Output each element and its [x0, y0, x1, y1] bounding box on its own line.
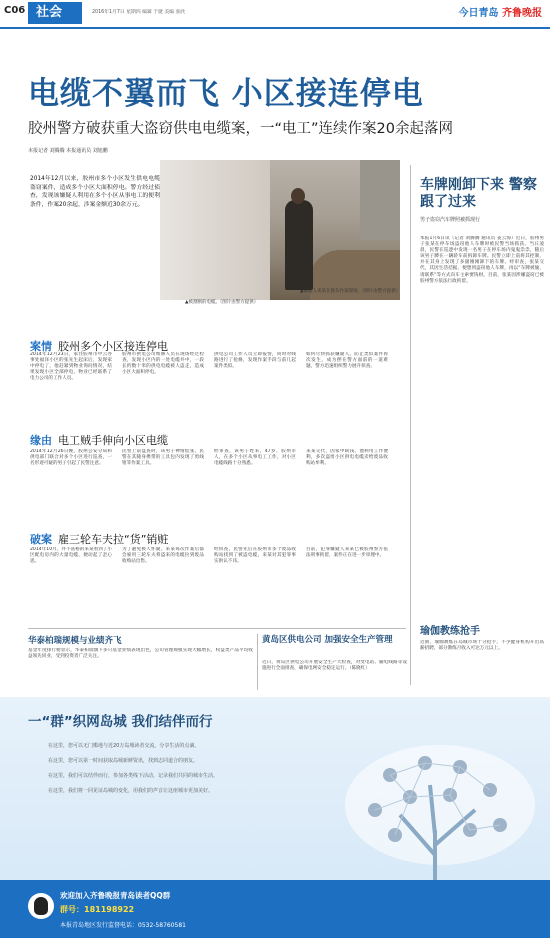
qq-penguin-icon [28, 893, 54, 919]
right-brief-body: 近期，瑜伽教练在岛城市场十分抢手，不少健身机构开出高薪招聘，部分教练月收入可达万元以上。 [420, 640, 544, 652]
date-line: 2016年1月7日 星期四 编辑 于捷 美编 张欣 [92, 10, 186, 15]
header-rule [0, 27, 550, 29]
hotline-line: 本报青岛地区发行监督电话：0532-58760581 [60, 922, 186, 929]
section2-col1: 2014年12月26日晚，胶州公安分局和供电部门联合对多个小区进行巡查，一名形迹可疑的男子引起了民警注意。 [30, 449, 112, 467]
brand-right: 齐鲁晚报 [502, 8, 542, 19]
section2-col3: 经审查，该男子姓来，47岁，胶州市人，在多个小区从事电工工作，对小区电缆线路十分熟悉。 [214, 449, 296, 467]
page-code: C06 [4, 5, 26, 16]
photo-caption-2: ▲嫌疑人来某在接头作案现场。（图片由警方提供） [300, 289, 401, 294]
byline: 本报记者 刘腾腾 本报通讯员 刘旭鹏 [28, 148, 108, 154]
banner-title: 一“群”织网岛城 我们结伴而行 [28, 714, 213, 730]
right-article-title: 车牌刚卸下来 警察跟了过来 [420, 177, 537, 210]
section-label: 案情 [30, 340, 52, 353]
right-article-body: 本报1月6日讯（记者 刘腾腾 通讯员 姜云海）近日，胶州男子张某在停车场盗窃他人车牌时被民警当场抓获。当日凌晨，民警在巡逻中发现一名男子在停车场内鬼鬼祟祟，随后该男子蹲在一辆轿车前拆卸车牌。民警立即上前将其控制，并在其身上发现了多副刚刚卸下的车牌。经审查，张某交代，其因生活拮据，便想到盗窃他人车牌，再以“车牌被偷，请联系”等方式向车主索要钱财。目前，张某因涉嫌盗窃已被胶州警方依法行政拘留。 [420, 236, 544, 284]
brand [459, 4, 542, 19]
brief-body-1: 基金年度排行榜显示，华泰柏瑞旗下多只基金业绩表现出色，公司管理规模实现大幅增长，权益类产品平均收益领先同业，受到投资者广泛关注。 [28, 648, 253, 660]
banner-paragraph: 在这里，我们可以结伴而行，参加各类线下活动，记录我们共同的城市生活。 [48, 773, 219, 779]
section2-col4: 来某交代，因家中缺钱，他利用工作便利，多次盗剪小区供电电缆卖给废品收购站牟利。 [306, 449, 388, 467]
section1-col2: 胶州市供电公司维修人员在现场经过检查，发现小区内的一处电缆井中，一段长约数十米的供电电缆被人盗走，造成小区大面积停电。 [122, 352, 204, 376]
group-number-line: 群号：181198922 [60, 905, 135, 914]
section3-col1: 2014年10月，并不富裕的来某看到了小区配电房内的大量电缆，便动起了歪心思。 [30, 547, 112, 565]
section-title: 雇三轮车夫拉“货”销赃 [58, 533, 169, 546]
brief-divider [257, 634, 258, 690]
section3-col4: 目前，犯罪嫌疑人来某已被胶州警方依法刑事拘留，案件正在进一步审理中。 [306, 547, 388, 559]
article-summary: 2014年12月以来，胶州市多个小区发生供电电缆盗窃案件，造成多个小区大面积停电。警方经过侦查，发现该嫌疑人利用在多个小区从事电工的便利条件，作案20余起，涉案金额近30余万元。 [30, 176, 160, 208]
banner-paragraph: 在这里，您可以无门槛地与近20万岛城读者交流，分享生活的点滴。 [48, 743, 200, 749]
section-label: 破案 [30, 533, 52, 546]
news-photo [160, 160, 400, 300]
right-brief-title: 瑜伽教练抢手 [420, 626, 480, 637]
brief-title-2: 黄岛区供电公司 加强安全生产管理 [262, 635, 393, 645]
row-divider [28, 628, 406, 629]
banner-paragraph: 在这里，我们将一同见证岛城的变化，用我们的声音让这座城市更加美好。 [48, 788, 214, 794]
section1-col3: 供电公司工作人员立即报警，同时对线路进行了抢修，发现作案手段与前几起案件类似。 [214, 352, 296, 370]
banner-body [48, 742, 358, 802]
photo-caption-1: ▲被割断的电缆。（图片由警方提供） [185, 300, 259, 305]
section-title: 胶州多个小区接连停电 [58, 340, 168, 353]
section3-col3: 经侦查，民警先后在胶州市多个废品收购站找到了被盗电缆，来某对其犯罪事实供认不讳。 [214, 547, 296, 565]
section1-col4: 如何尽快抓获嫌疑人、防止类似案件再次发生，成为摆在警方面前的一道难题。警方迅速组织警力展开侦查。 [306, 352, 388, 370]
column-divider [410, 165, 411, 685]
brief-body-2: 近日，黄岛区供电公司开展安全生产大检查，对变电站、输电线路等设施进行全面排查，确保电网安全稳定运行。（陈晓红） [262, 660, 407, 672]
right-article-subtitle: 男子盗窃汽车牌照被抓现行 [420, 217, 481, 223]
section-heading-3 [30, 528, 169, 546]
section-heading-1 [30, 335, 168, 353]
section1-col1: 2014年12月23日，家住胶州市中云办事处福泽小区的张先生起床后，发现家中停电了，他赶紧到物业询问情况，结果发现小区全部停电，物业已经联系了电力公司的工作人员。 [30, 352, 112, 382]
section-label: 缘由 [30, 434, 52, 447]
subhead: 胶州警方破获重大盗窃供电电缆案，一“电工”连续作案20余起落网 [28, 121, 453, 137]
brand-left: 今日青岛 [458, 8, 499, 19]
section-title: 电工贼手伸向小区电缆 [58, 434, 168, 447]
headline: 电缆不翼而飞 小区接连停电 [28, 76, 424, 112]
section3-col2: 为了避免被人怀疑，来某每次作案后都会雇用三轮车夫将盗来的电缆拉到废品收购站出售。 [122, 547, 204, 565]
section-tag: 社会 [28, 2, 82, 24]
brief-title-1: 华泰柏瑞规模与业绩齐飞 [28, 636, 122, 646]
qq-group-line: 欢迎加入齐鲁晚报青岛读者QQ群 [60, 891, 171, 900]
section2-col2: 民警上前盘查时，该男子神情慌张，民警在其随身携带的工具包内发现了剪线钳等作案工具。 [122, 449, 204, 467]
section-heading-2 [30, 429, 168, 447]
banner-paragraph: 在这里，您可以第一时间获取岛城新鲜资讯，找到志同道合的朋友。 [48, 758, 199, 764]
